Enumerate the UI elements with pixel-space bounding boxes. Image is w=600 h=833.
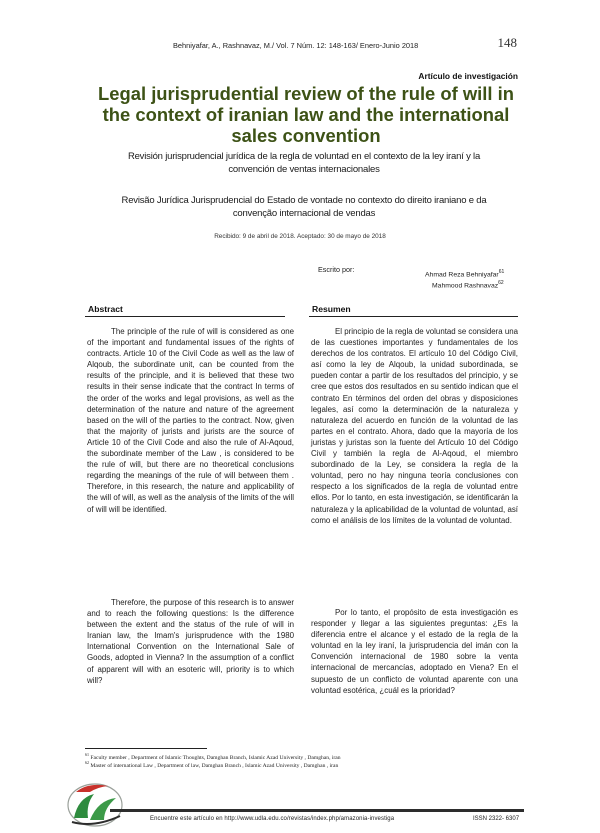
written-by-label: Escrito por: [318, 265, 355, 274]
resumen-column-continued [311, 607, 518, 696]
author-1 [425, 269, 504, 278]
abstract-paragraph-2: Therefore, the purpose of this research is to answer and to reach the following questions: Is the difference between the extent and the status of the rule of will in Iranian law, the Imam's jurisprudence with the 1980 International Convention on the International Sale of Goods, adopted in Vienna? In the assumption of a conflict of apparent will with an esoteric will, priority is to which will? [87, 598, 294, 685]
amazonia-investiga-logo-icon [64, 778, 126, 830]
footnote-2 [85, 760, 338, 769]
abstract-heading-rule [85, 316, 285, 317]
running-head: Behniyafar, A., Rashnavaz, M./ Vol. 7 Núm. 12: 148-163/ Enero-Junio 2018 [173, 41, 419, 50]
author-2-mark: 62 [498, 280, 504, 286]
resumen-column [311, 326, 518, 526]
abstract-column [87, 326, 294, 515]
title-spanish: Revisión jurisprudencial jurídica de la regla de voluntad en el contexto de la ley iraní y la convención de ventas internacionales [127, 151, 481, 175]
footnote-2-text: Master of international Law , Department of law, Damghan Branch , Islamic Azad University , Damghan , iran [90, 762, 339, 769]
logo-green-leaf [74, 794, 94, 818]
footnote-2-mark: 62 [85, 760, 89, 765]
page-number: 148 [497, 35, 517, 50]
section-tag: Artículo de investigación [418, 71, 518, 81]
abstract-paragraph-1: The principle of the rule of will is considered as one of the important and fundamental issues of the rights of contracts. Article 10 of the Civil Code as well as the law of Alqoub, the subordinate unit, can be counted from the results of the principle, and it is believed that these two results in their sense indicate that the contract In terms of the order of the works and legal provisions, as well as the determination of the nature and nature of the agreement based on the will of the parties to the contract. Now, given that the majority of jurists and jurists are the source of Article 10 of the Civil Code and also the rule of Al-Aqoud, the subordinate member of the Law , is considered to be the rule of will, but there are no theoretical conclusions regarding the meanings of the rule of will between them . Therefore, in this research, the nature and applicability of the will of will, as well as the analysis of the limits of the will of will will be identified. [87, 327, 294, 514]
title-english: Legal jurisprudential review of the rule of will in the context of iranian law and the international sales convention [98, 83, 514, 146]
author-1-name: Ahmad Reza Behniyafar [425, 271, 499, 279]
resumen-heading-rule [309, 316, 518, 317]
footnote-rule [85, 748, 207, 749]
logo-red-swoosh [76, 785, 108, 792]
footer-issn: ISSN 2322- 6307 [473, 816, 520, 822]
abstract-column-continued [87, 597, 294, 686]
received-accepted-dates: Recibido: 9 de abril de 2018. Aceptado: 30 de mayo de 2018 [214, 233, 386, 240]
author-1-mark: 61 [498, 269, 505, 275]
title-portuguese: Revisão Jurídica Jurisprudencial do Estado de vontade no contexto do direito iraniano e da convenção internacional de vendas [121, 195, 487, 219]
resumen-paragraph-2: Por lo tanto, el propósito de esta investigación es responder y llegar a las siguientes preguntas: ¿Es la diferencia entre el alcance y el estado de la regla de la voluntad en la ley iraní, la jurisprudencia del imán con la Convención internacional de 1980 sobre la venta internacional de mercancías, adoptado en Viena? En el supuesto de un conflicto de voluntad aparente con una voluntad esotérica, ¿cuál es la prioridad? [311, 608, 518, 695]
abstract-heading: Abstract [88, 304, 123, 314]
footer-link-text[interactable]: Encuentre este artículo en http://www.udla.edu.co/revistas/index.php/amazonia-investiga [150, 816, 395, 822]
resumen-paragraph-1: El principio de la regla de voluntad se considera una de las cuestiones importantes y fundamentales de los derechos de los contratos. El artículo 10 del Código Civil, así como la ley de Alqoub, la unidad subordinada, se pueden contar a partir de los resultados del principio, y se cree que estos dos resultados en su sentido indican que el contrato En términos del orden del obras y disposiciones legales, así como la determinación de la naturaleza y naturaleza del acuerdo en función de la voluntad de las partes en el contrato. Ahora, dado que la mayoría de los juristas y juristas son la fuente del Artículo 10 del Código Civil y también la regla de Al-Aqoud, el miembro subordinado de la Ley, se considera la regla de la voluntad, pero no hay ninguna teoría conclusiones con respecto a los significados de la regla de voluntad entre ellos. Por lo tanto, en esta investigación, se identificarán la naturaleza y la aplicabilidad de la voluntad de voluntad, así como el análisis de los límites de la voluntad de voluntad. [311, 327, 518, 525]
footnote-1-text: Faculty member , Department of Islamic Thoughts, Damghan Branch, Islamic Azad University , Damghan, iran [90, 754, 341, 761]
footnote-1-mark: 61 [85, 752, 89, 757]
resumen-heading: Resumen [312, 304, 351, 314]
author-2 [432, 280, 504, 289]
author-2-name: Mahmood Rashnavaz [432, 282, 499, 290]
footer-bar [110, 809, 524, 812]
